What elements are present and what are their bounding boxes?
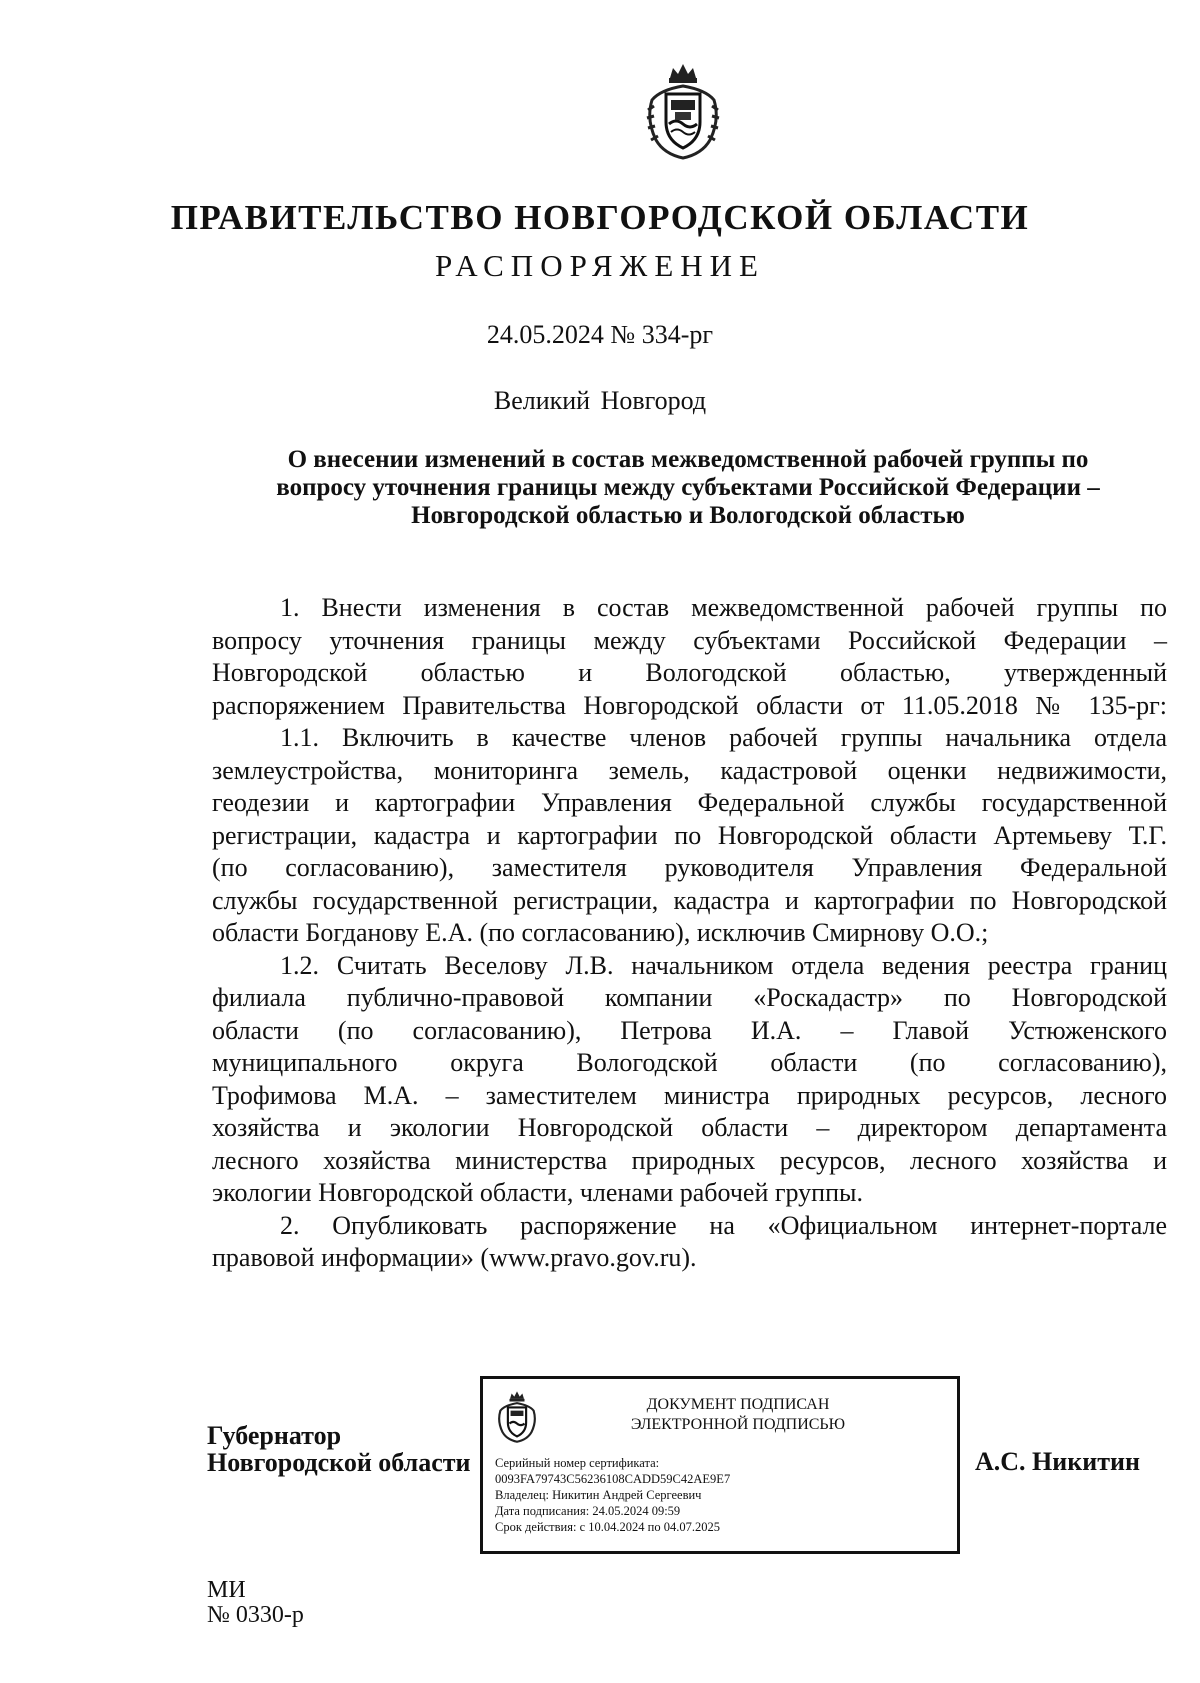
document-subject — [212, 446, 1164, 530]
body-line: вопросу уточнения границы между субъектами Российской Федерации – — [212, 625, 1167, 655]
organization-title: ПРАВИТЕЛЬСТВО НОВГОРОДСКОЙ ОБЛАСТИ — [170, 198, 1030, 237]
stamp-title-line: ДОКУМЕНТ ПОДПИСАН — [646, 1396, 830, 1413]
document-date-number: 24.05.2024 № 334-рг — [486, 320, 714, 349]
body-line: лесного хозяйства министерства природных ресурсов, лесного хозяйства и — [212, 1145, 1167, 1175]
stamp-owner: Владелец: Никитин Андрей Сергеевич — [495, 1488, 702, 1502]
body-line: Новгородской областью и Вологодской областью, утвержденный — [212, 658, 1167, 687]
document-type: РАСПОРЯЖЕНИЕ — [435, 248, 765, 283]
body-line: правовой информации» (www.pravo.gov.ru). — [212, 1243, 697, 1272]
body-line: муниципального округа Вологодской области (по согласованию), — [212, 1048, 1167, 1077]
body-line: 2. Опубликовать распоряжение на «Официальном интернет-портале — [280, 1210, 1167, 1240]
signatory-position-line: Губернатор — [207, 1421, 342, 1450]
body-line: службы государственной регистрации, кадастра и картографии по Новгородской — [212, 885, 1167, 915]
stamp-validity: Срок действия: с 10.04.2024 по 04.07.2025 — [495, 1520, 720, 1534]
body-line: геодезии и картографии Управления Федеральной службы государственной — [212, 788, 1167, 817]
signatory-position-line: Новгородской области — [207, 1448, 471, 1477]
body-line: хозяйства и экологии Новгородской области – директором департамента — [212, 1113, 1167, 1142]
body-line: 1. Внести изменения в состав межведомственной рабочей группы по — [280, 593, 1167, 622]
electronic-signature-stamp — [480, 1376, 960, 1554]
stamp-certificate-info — [495, 1455, 730, 1535]
body-line: распоряжением Правительства Новгородской области от 11.05.2018 № 135-рг: — [212, 690, 1167, 720]
stamp-cert-label: Серийный номер сертификата: — [495, 1456, 660, 1470]
footer-number: № 0330-р — [207, 1602, 304, 1628]
stamp-title — [573, 1395, 903, 1435]
subject-line: вопросу уточнения границы между субъектами Российской Федерации – — [276, 474, 1100, 501]
body-line: экологии Новгородской области, членами рабочей группы. — [212, 1178, 863, 1207]
body-line: регистрации, кадастра и картографии по Новгородской области Артемьеву Т.Г. — [212, 820, 1167, 850]
signatory-name: А.С. Никитин — [975, 1447, 1140, 1476]
stamp-emblem-icon — [495, 1389, 539, 1443]
stamp-cert-value: 0093FA79743C56236108CADD59C42AE9E7 — [495, 1472, 731, 1486]
body-line: области Богданову Е.А. (по согласованию), исключив Смирнову О.О.; — [212, 918, 989, 947]
body-line: области (по согласованию), Петрова И.А. – Главой Устюженского — [212, 1015, 1167, 1045]
signatory-position — [207, 1422, 471, 1476]
document-body — [212, 592, 1167, 1275]
body-line: филиала публично-правовой компании «Роскадастр» по Новгородской — [212, 983, 1167, 1012]
body-line: землеустройства, мониторинга земель, кадастровой оценки недвижимости, — [212, 755, 1167, 785]
footer-code — [207, 1578, 304, 1628]
stamp-title-line: ЭЛЕКТРОННОЙ ПОДПИСЬЮ — [630, 1416, 846, 1433]
body-line: 1.2. Считать Веселову Л.В. начальником отдела ведения реестра границ — [280, 950, 1167, 980]
body-line: 1.1. Включить в качестве членов рабочей группы начальника отдела — [280, 723, 1167, 752]
subject-line: О внесении изменений в состав межведомственной рабочей группы по — [287, 446, 1089, 473]
stamp-signed-date: Дата подписания: 24.05.2024 09:59 — [495, 1504, 681, 1518]
document-city: Великий Новгород — [493, 386, 707, 415]
subject-line: Новгородской областью и Вологодской областью — [411, 502, 965, 529]
body-line: (по согласованию), заместителя руководителя Управления Федеральной — [212, 853, 1167, 882]
footer-initials: МИ — [207, 1577, 246, 1603]
coat-of-arms-emblem — [642, 60, 724, 160]
body-line: Трофимова М.А. – заместителем министра природных ресурсов, лесного — [212, 1080, 1167, 1110]
